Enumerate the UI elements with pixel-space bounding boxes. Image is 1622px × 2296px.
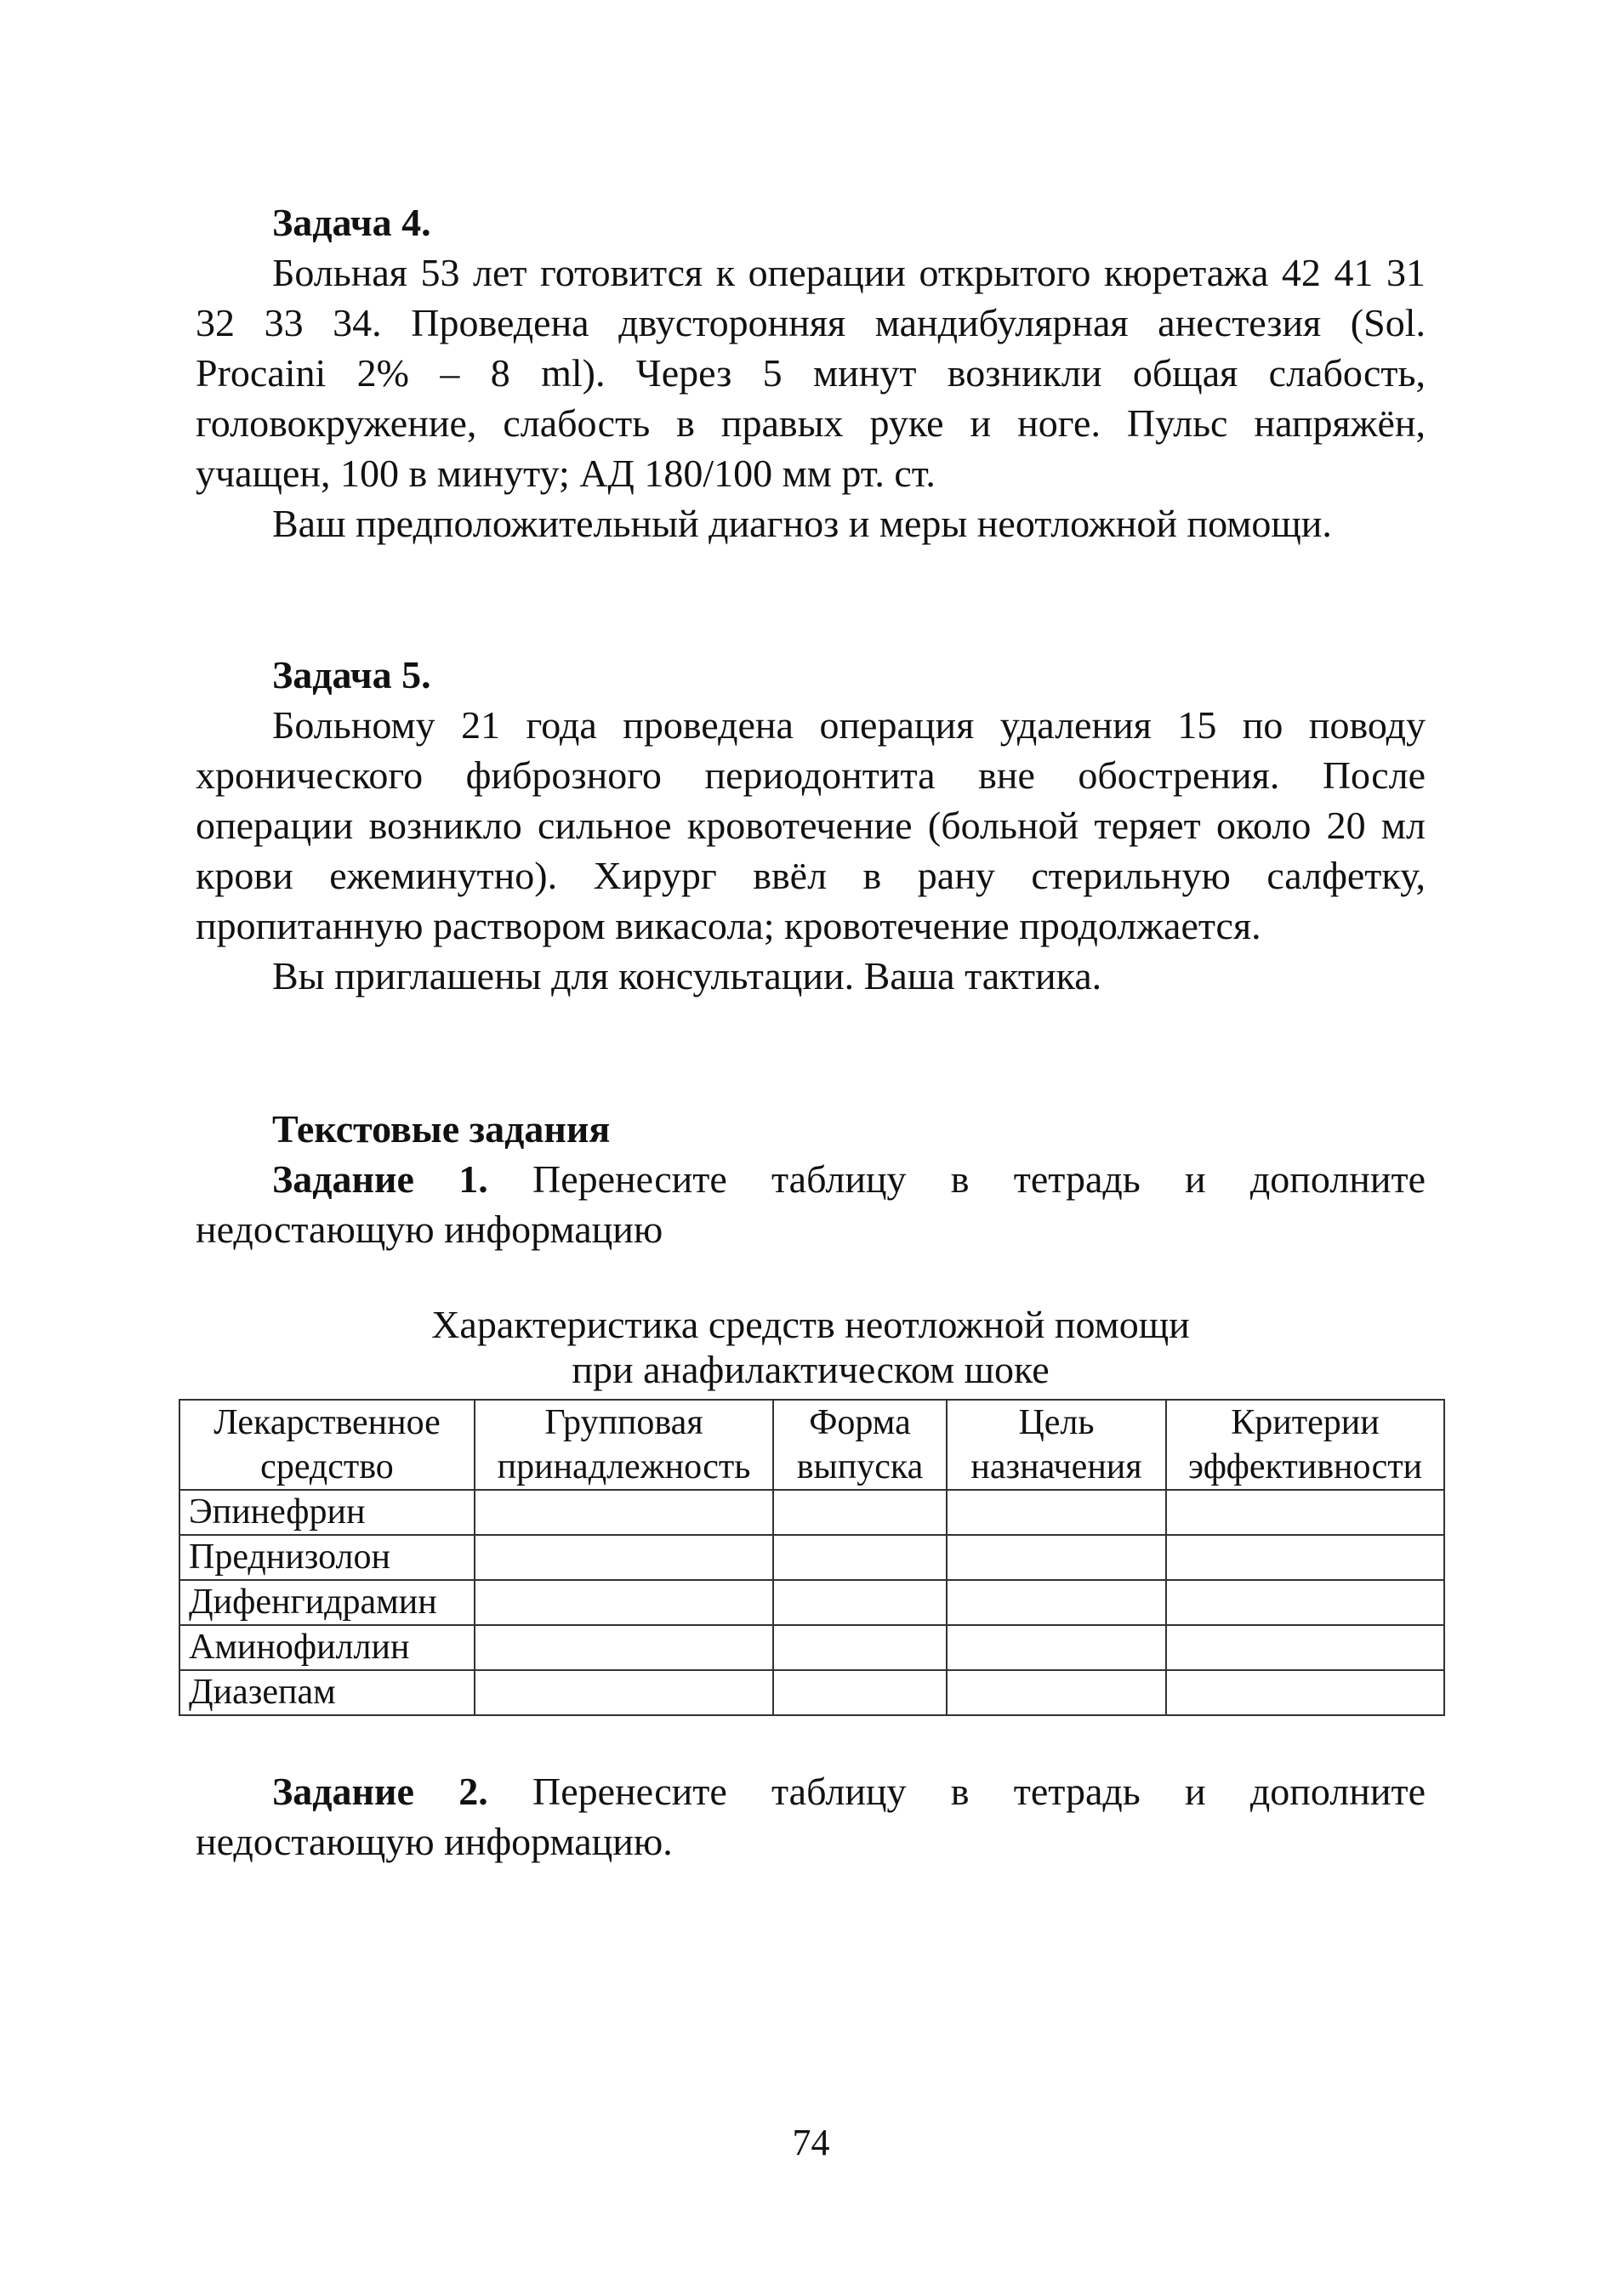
assignment-2-paragraph — [196, 1766, 1426, 1867]
assignment-2-section — [196, 1766, 1426, 1867]
task-5-section — [196, 650, 1426, 1001]
empty-cell — [947, 1490, 1166, 1535]
empty-cell — [773, 1670, 947, 1715]
table-row — [179, 1670, 1444, 1715]
assignment-2-text: Перенесите таблицу в тетрадь и дополните недостающую информацию. — [196, 1770, 1426, 1863]
task-5-heading: Задача 5. — [272, 653, 431, 696]
empty-cell — [475, 1535, 773, 1580]
empty-cell — [475, 1625, 773, 1670]
empty-cell — [1166, 1535, 1444, 1580]
table-caption-line-1: Характеристика средств неотложной помощи — [431, 1303, 1190, 1346]
empty-cell — [1166, 1670, 1444, 1715]
assignment-1-text: Перенесите таблицу в тетрадь и дополните недостающую информацию — [196, 1157, 1426, 1251]
empty-cell — [773, 1490, 947, 1535]
table-row — [179, 1580, 1444, 1625]
drug-name-cell: Преднизолон — [179, 1535, 475, 1580]
empty-cell — [947, 1580, 1166, 1625]
empty-cell — [475, 1670, 773, 1715]
drug-name-cell: Диазепам — [179, 1670, 475, 1715]
header-group: Групповая принадлежность — [475, 1400, 773, 1490]
assignment-2-label: Задание 2. — [272, 1770, 488, 1813]
text-tasks-section — [196, 1104, 1426, 1254]
table-row — [179, 1535, 1444, 1580]
empty-cell — [1166, 1580, 1444, 1625]
task-4-heading: Задача 4. — [272, 201, 431, 244]
task-5-paragraph-2: Вы приглашены для консультации. Ваша тактика. — [272, 954, 1102, 997]
empty-cell — [947, 1670, 1166, 1715]
empty-cell — [1166, 1490, 1444, 1535]
header-criteria: Критерии эффективности — [1166, 1400, 1444, 1490]
header-drug: Лекарственное средство — [179, 1400, 475, 1490]
assignment-1-label: Задание 1. — [272, 1157, 488, 1201]
drug-name-cell: Аминофиллин — [179, 1625, 475, 1670]
drug-name-cell: Эпинефрин — [179, 1490, 475, 1535]
empty-cell — [475, 1580, 773, 1625]
table-header-row — [179, 1400, 1444, 1490]
task-4-section — [196, 197, 1426, 548]
task-5-paragraph-1: Больному 21 года проведена операция удаления 15 по поводу хронического фиброзного периодонтита вне обострения. После операции возникло сильное кровотечение (больной теряет около 20 мл крови ежеминутно). Хирург ввёл в рану стерильную салфетку, пропитанную раствором викасола; кровотечение продолжается. — [196, 703, 1426, 947]
table-caption-line-2: при анафилактическом шоке — [572, 1348, 1050, 1391]
empty-cell — [475, 1490, 773, 1535]
empty-cell — [773, 1535, 947, 1580]
assignment-1-paragraph — [196, 1154, 1426, 1254]
header-form: Форма выпуска — [773, 1400, 947, 1490]
header-purpose: Цель назначения — [947, 1400, 1166, 1490]
emergency-drugs-table — [179, 1399, 1445, 1716]
empty-cell — [773, 1625, 947, 1670]
table-row — [179, 1625, 1444, 1670]
task-4-paragraph-1: Больная 53 лет готовится к операции открытого кюретажа 42 41 31 32 33 34. Проведена двусторонняя мандибулярная анестезия (Sol. Procaini 2% – 8 ml). Через 5 минут возникли общая слабость, головокружение, слабость в правых руке и ноге. Пульс напряжён, учащен, 100 в минуту; АД 180/100 мм рт. ст. — [196, 251, 1426, 495]
drug-name-cell: Дифенгидрамин — [179, 1580, 475, 1625]
empty-cell — [947, 1535, 1166, 1580]
table-row — [179, 1490, 1444, 1535]
table-caption — [179, 1302, 1443, 1392]
text-tasks-heading: Текстовые задания — [272, 1107, 611, 1151]
empty-cell — [947, 1625, 1166, 1670]
empty-cell — [773, 1580, 947, 1625]
task-4-paragraph-2: Ваш предположительный диагноз и меры неотложной помощи. — [272, 502, 1332, 545]
page-number: 74 — [792, 2122, 830, 2163]
empty-cell — [1166, 1625, 1444, 1670]
